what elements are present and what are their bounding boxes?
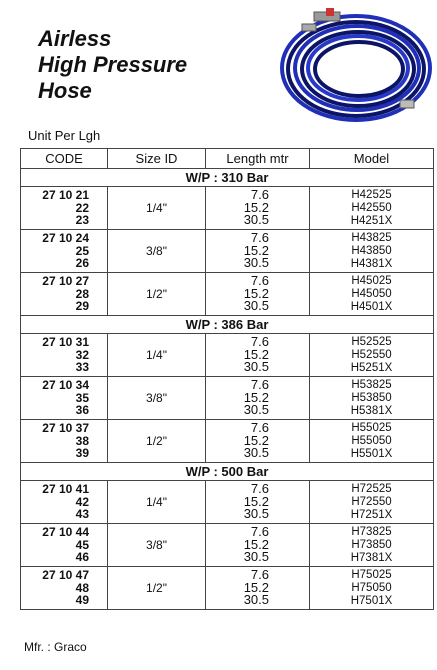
header-length: Length mtr bbox=[206, 149, 310, 169]
title-line-2: High Pressure bbox=[38, 52, 188, 77]
title-line-1: Airless bbox=[38, 26, 112, 51]
code-cell-line: 28 bbox=[75, 286, 89, 301]
length-cell-line: 7.6 bbox=[250, 524, 269, 540]
length-cell-line: 30.5 bbox=[243, 359, 269, 375]
model-cell bbox=[310, 230, 434, 273]
header-code: CODE bbox=[21, 149, 108, 169]
code-cell bbox=[21, 420, 108, 463]
code-cell-line: 38 bbox=[75, 433, 89, 448]
model-cell-line: H5251X bbox=[350, 361, 393, 374]
model-cell bbox=[310, 187, 434, 230]
length-cell-line: 30.5 bbox=[243, 445, 269, 461]
size-cell: 3/8" bbox=[108, 230, 206, 273]
code-cell bbox=[21, 187, 108, 230]
pressure-section-row bbox=[21, 316, 434, 334]
model-cell-line: H55025 bbox=[351, 421, 392, 434]
size-cell: 3/8" bbox=[108, 377, 206, 420]
length-cell-line: 7.6 bbox=[250, 420, 269, 436]
header-size: Size ID bbox=[108, 149, 206, 169]
code-cell-line: 29 bbox=[75, 299, 89, 314]
model-cell bbox=[310, 481, 434, 524]
length-cell-line: 30.5 bbox=[243, 592, 269, 608]
code-cell-line: 49 bbox=[75, 593, 89, 608]
model-cell bbox=[310, 567, 434, 610]
length-cell-line: 7.6 bbox=[250, 273, 269, 289]
table-row bbox=[21, 230, 434, 273]
pressure-section-row bbox=[21, 169, 434, 187]
code-cell-line: 26 bbox=[75, 256, 89, 271]
table-row bbox=[21, 524, 434, 567]
code-cell-line: 36 bbox=[75, 403, 89, 418]
length-cell bbox=[206, 567, 310, 610]
unit-label: Unit Per Lgh bbox=[28, 128, 101, 143]
model-cell bbox=[310, 377, 434, 420]
size-cell: 1/2" bbox=[108, 567, 206, 610]
model-cell-line: H53825 bbox=[351, 378, 392, 391]
code-cell bbox=[21, 334, 108, 377]
code-cell bbox=[21, 567, 108, 610]
code-cell-line: 48 bbox=[75, 580, 89, 595]
code-cell-line: 39 bbox=[75, 446, 89, 461]
code-cell-line: 45 bbox=[75, 537, 89, 552]
model-cell-line: H4381X bbox=[350, 257, 393, 270]
model-cell-line: H73825 bbox=[351, 525, 392, 538]
header-model: Model bbox=[310, 149, 434, 169]
manufacturer: Mfr. : Graco bbox=[24, 640, 87, 654]
length-cell bbox=[206, 524, 310, 567]
length-cell-line: 15.2 bbox=[243, 199, 269, 215]
length-cell-line: 7.6 bbox=[250, 567, 269, 583]
model-cell bbox=[310, 273, 434, 316]
length-cell bbox=[206, 187, 310, 230]
length-cell-line: 30.5 bbox=[243, 212, 269, 228]
working-pressure-label: W/P : 500 Bar bbox=[21, 463, 434, 481]
hose-table bbox=[20, 148, 434, 610]
code-cell bbox=[21, 230, 108, 273]
model-cell-line: H42550 bbox=[351, 201, 392, 214]
hose-coil-image bbox=[262, 6, 434, 126]
size-cell: 1/4" bbox=[108, 187, 206, 230]
code-cell-line: 35 bbox=[75, 390, 89, 405]
length-cell-line: 7.6 bbox=[250, 230, 269, 246]
length-cell-line: 15.2 bbox=[243, 579, 269, 595]
length-cell bbox=[206, 481, 310, 524]
length-cell-line: 15.2 bbox=[243, 493, 269, 509]
length-cell bbox=[206, 273, 310, 316]
model-cell-line: H53850 bbox=[351, 391, 392, 404]
size-cell: 3/8" bbox=[108, 524, 206, 567]
length-cell bbox=[206, 420, 310, 463]
table-header bbox=[21, 149, 434, 169]
model-cell-line: H43850 bbox=[351, 244, 392, 257]
length-cell-line: 30.5 bbox=[243, 402, 269, 418]
model-cell-line: H55050 bbox=[351, 434, 392, 447]
code-cell-line: 46 bbox=[75, 550, 89, 565]
code-cell-line: 27 10 24 bbox=[42, 231, 89, 246]
working-pressure-label: W/P : 386 Bar bbox=[21, 316, 434, 334]
code-cell-line: 27 10 27 bbox=[42, 274, 89, 289]
code-cell-line: 27 10 21 bbox=[42, 188, 89, 203]
model-cell-line: H43825 bbox=[351, 231, 392, 244]
size-cell: 1/2" bbox=[108, 420, 206, 463]
model-cell-line: H52550 bbox=[351, 348, 392, 361]
model-cell-line: H52525 bbox=[351, 335, 392, 348]
code-cell-line: 33 bbox=[75, 360, 89, 375]
code-cell-line: 27 10 31 bbox=[42, 335, 89, 350]
table-row bbox=[21, 567, 434, 610]
code-cell-line: 27 10 41 bbox=[42, 482, 89, 497]
code-cell-line: 23 bbox=[75, 213, 89, 228]
product-title bbox=[38, 26, 187, 104]
model-cell-line: H72550 bbox=[351, 495, 392, 508]
code-cell-line: 25 bbox=[75, 243, 89, 258]
length-cell-line: 15.2 bbox=[243, 432, 269, 448]
model-cell-line: H4501X bbox=[350, 300, 393, 313]
size-cell: 1/4" bbox=[108, 334, 206, 377]
model-cell-line: H7501X bbox=[350, 594, 393, 607]
code-cell-line: 42 bbox=[75, 494, 89, 509]
model-cell bbox=[310, 420, 434, 463]
model-cell bbox=[310, 334, 434, 377]
length-cell-line: 30.5 bbox=[243, 298, 269, 314]
length-cell-line: 15.2 bbox=[243, 346, 269, 362]
code-cell bbox=[21, 377, 108, 420]
code-cell bbox=[21, 524, 108, 567]
length-cell-line: 15.2 bbox=[243, 536, 269, 552]
model-cell-line: H45050 bbox=[351, 287, 392, 300]
title-line-3: Hose bbox=[38, 78, 92, 103]
model-cell-line: H7381X bbox=[350, 551, 393, 564]
model-cell-line: H73850 bbox=[351, 538, 392, 551]
code-cell-line: 27 10 47 bbox=[42, 568, 89, 583]
length-cell bbox=[206, 334, 310, 377]
length-cell-line: 7.6 bbox=[250, 377, 269, 393]
table-row bbox=[21, 420, 434, 463]
length-cell-line: 30.5 bbox=[243, 506, 269, 522]
length-cell bbox=[206, 377, 310, 420]
length-cell-line: 15.2 bbox=[243, 389, 269, 405]
code-cell-line: 43 bbox=[75, 507, 89, 522]
working-pressure-label: W/P : 310 Bar bbox=[21, 169, 434, 187]
model-cell-line: H75050 bbox=[351, 581, 392, 594]
table-row bbox=[21, 187, 434, 230]
table-row bbox=[21, 377, 434, 420]
table-row bbox=[21, 481, 434, 524]
size-cell: 1/2" bbox=[108, 273, 206, 316]
length-cell-line: 30.5 bbox=[243, 255, 269, 271]
length-cell-line: 7.6 bbox=[250, 481, 269, 497]
model-cell-line: H7251X bbox=[350, 508, 393, 521]
table-row bbox=[21, 334, 434, 377]
length-cell-line: 7.6 bbox=[250, 334, 269, 350]
length-cell-line: 30.5 bbox=[243, 549, 269, 565]
code-cell-line: 27 10 37 bbox=[42, 421, 89, 436]
size-cell: 1/4" bbox=[108, 481, 206, 524]
model-cell-line: H45025 bbox=[351, 274, 392, 287]
model-cell-line: H4251X bbox=[350, 214, 393, 227]
model-cell-line: H75025 bbox=[351, 568, 392, 581]
model-cell-line: H5381X bbox=[350, 404, 393, 417]
code-cell-line: 32 bbox=[75, 347, 89, 362]
code-cell bbox=[21, 481, 108, 524]
code-cell-line: 27 10 34 bbox=[42, 378, 89, 393]
code-cell-line: 22 bbox=[75, 200, 89, 215]
length-cell bbox=[206, 230, 310, 273]
table-row bbox=[21, 273, 434, 316]
code-cell bbox=[21, 273, 108, 316]
model-cell-line: H5501X bbox=[350, 447, 393, 460]
pressure-section-row bbox=[21, 463, 434, 481]
length-cell-line: 7.6 bbox=[250, 187, 269, 203]
length-cell-line: 15.2 bbox=[243, 285, 269, 301]
model-cell-line: H42525 bbox=[351, 188, 392, 201]
code-cell-line: 27 10 44 bbox=[42, 525, 89, 540]
model-cell-line: H72525 bbox=[351, 482, 392, 495]
model-cell bbox=[310, 524, 434, 567]
length-cell-line: 15.2 bbox=[243, 242, 269, 258]
